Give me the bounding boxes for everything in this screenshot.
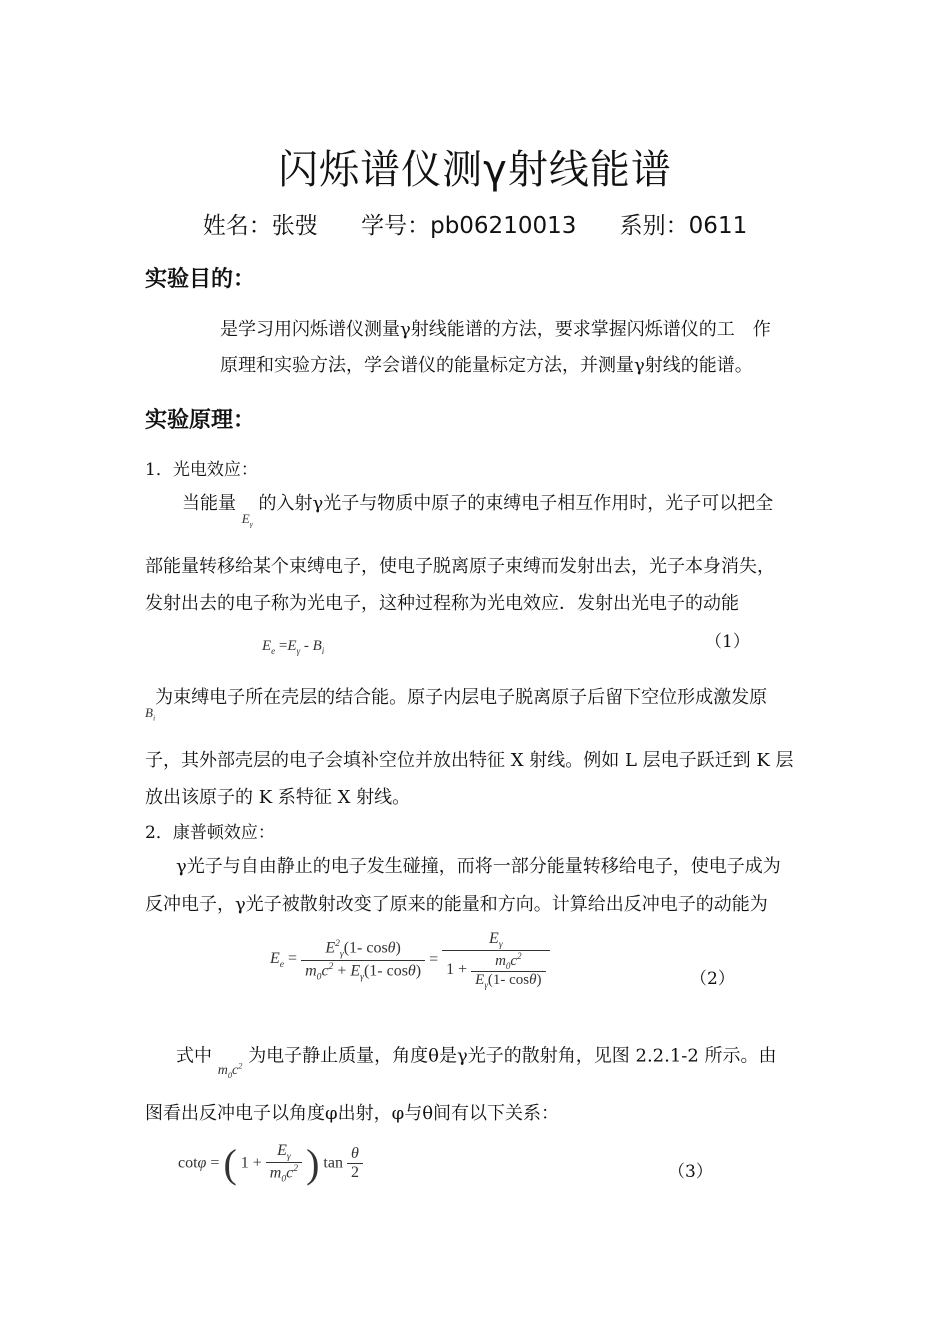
compton-line-2: 反冲电子，γ光子被散射改变了原来的能量和方向。计算给出反冲电子的动能为 [145,894,768,915]
e-gamma-symbol: Eγ [241,511,253,529]
photoelectric-line-5: 子，其外部壳层的电子会填补空位并放出特征 X 射线。例如 L 层电子跃迁到 K 层 [145,750,794,771]
eq2-frac-2: $E_\gamma$ 1 + $\frac{m_0c^2}{E_\gamma(1- \cos\theta)}$ [442,930,549,990]
m0c2-symbol: m0c2 [217,1061,243,1080]
purpose-line-1: 是学习用闪烁谱仪测量γ射线能谱的方法，要求掌握闪烁谱仪的工 作 [220,319,771,340]
department: 系别：0611 [619,213,748,239]
photoelectric-line-1: 当能量 $_{E_\gamma}$ 的入射γ光子与物质中原子的束缚电子相互作用时，光子可以把全 [182,493,774,529]
eq3-theta-frac: $\frac{\theta}{2}$ [347,1145,363,1182]
compton-heading: 2．康普顿效应： [145,823,275,843]
equation-1: $E_e =E_\gamma - B_i$ [262,638,325,656]
purpose-heading: 实验目的： [145,267,256,292]
equation-3: cotφ = ( 1 + $\frac{E_\gamma}{m_0c^2}$ ) tan $\frac{\theta}{2}$ [178,1140,363,1187]
b-i-symbol: Bi [145,705,156,723]
photoelectric-line-6: 放出该原子的 K 系特征 X 射线。 [145,787,411,808]
author-info [0,207,950,240]
author-name: 姓名：张弢 [202,213,318,239]
photoelectric-line-3: 发射出去的电子称为光电子，这种过程称为光电效应．发射出光电子的动能 [145,593,739,614]
photoelectric-line-4: $_{B_i}$为束缚电子所在壳层的结合能。原子内层电子脱离原子后留下空位形成激发原 [145,687,768,723]
page-title: 闪烁谱仪测γ射线能谱 [278,147,672,193]
photoelectric-line-2: 部能量转移给某个束缚电子，使电子脱离原子束缚而发射出去，光子本身消失， [145,556,775,577]
student-id: 学号：pb06210013 [361,213,577,239]
photoelectric-heading: 1．光电效应： [145,460,258,480]
eq3-frac: $\frac{E_\gamma}{m_0c^2}$ [266,1142,302,1185]
principle-heading: 实验原理： [145,408,256,433]
compton-line-1: γ光子与自由静止的电子发生碰撞，而将一部分能量转移给电子，使电子成为 [176,856,781,877]
eq2-frac-1: $\frac{E^2_\gamma(1- \cos\theta)}{m_0c^2 + E_\gamma(1- \cos\theta)}$ [301,938,425,982]
purpose-line-2: 原理和实验方法，学会谱仪的能量标定方法，并测量γ射线的能谱。 [220,355,753,376]
equation-1-number: （1） [705,632,750,652]
compton-line-4: 图看出反冲电子以角度φ出射，φ与θ间有以下关系： [145,1103,560,1124]
compton-line-3: 式中 $_{m_0c^2}$ 为电子静止质量，角度θ是γ光子的散射角，见图 2.2.1-2 所示。由 [176,1045,777,1080]
equation-2-number: （2） [690,969,735,989]
equation-2: $E_e$ = $\frac{E^2_\gamma(1- \cos\theta)}{m_0c^2 + E_\gamma(1- \cos\theta)}$ = $E_\gamma$ 1 + $\frac{m_0c^2}{E_\gamma(1- \cos\theta)}$ [270,930,550,990]
equation-3-number: （3） [668,1162,713,1182]
